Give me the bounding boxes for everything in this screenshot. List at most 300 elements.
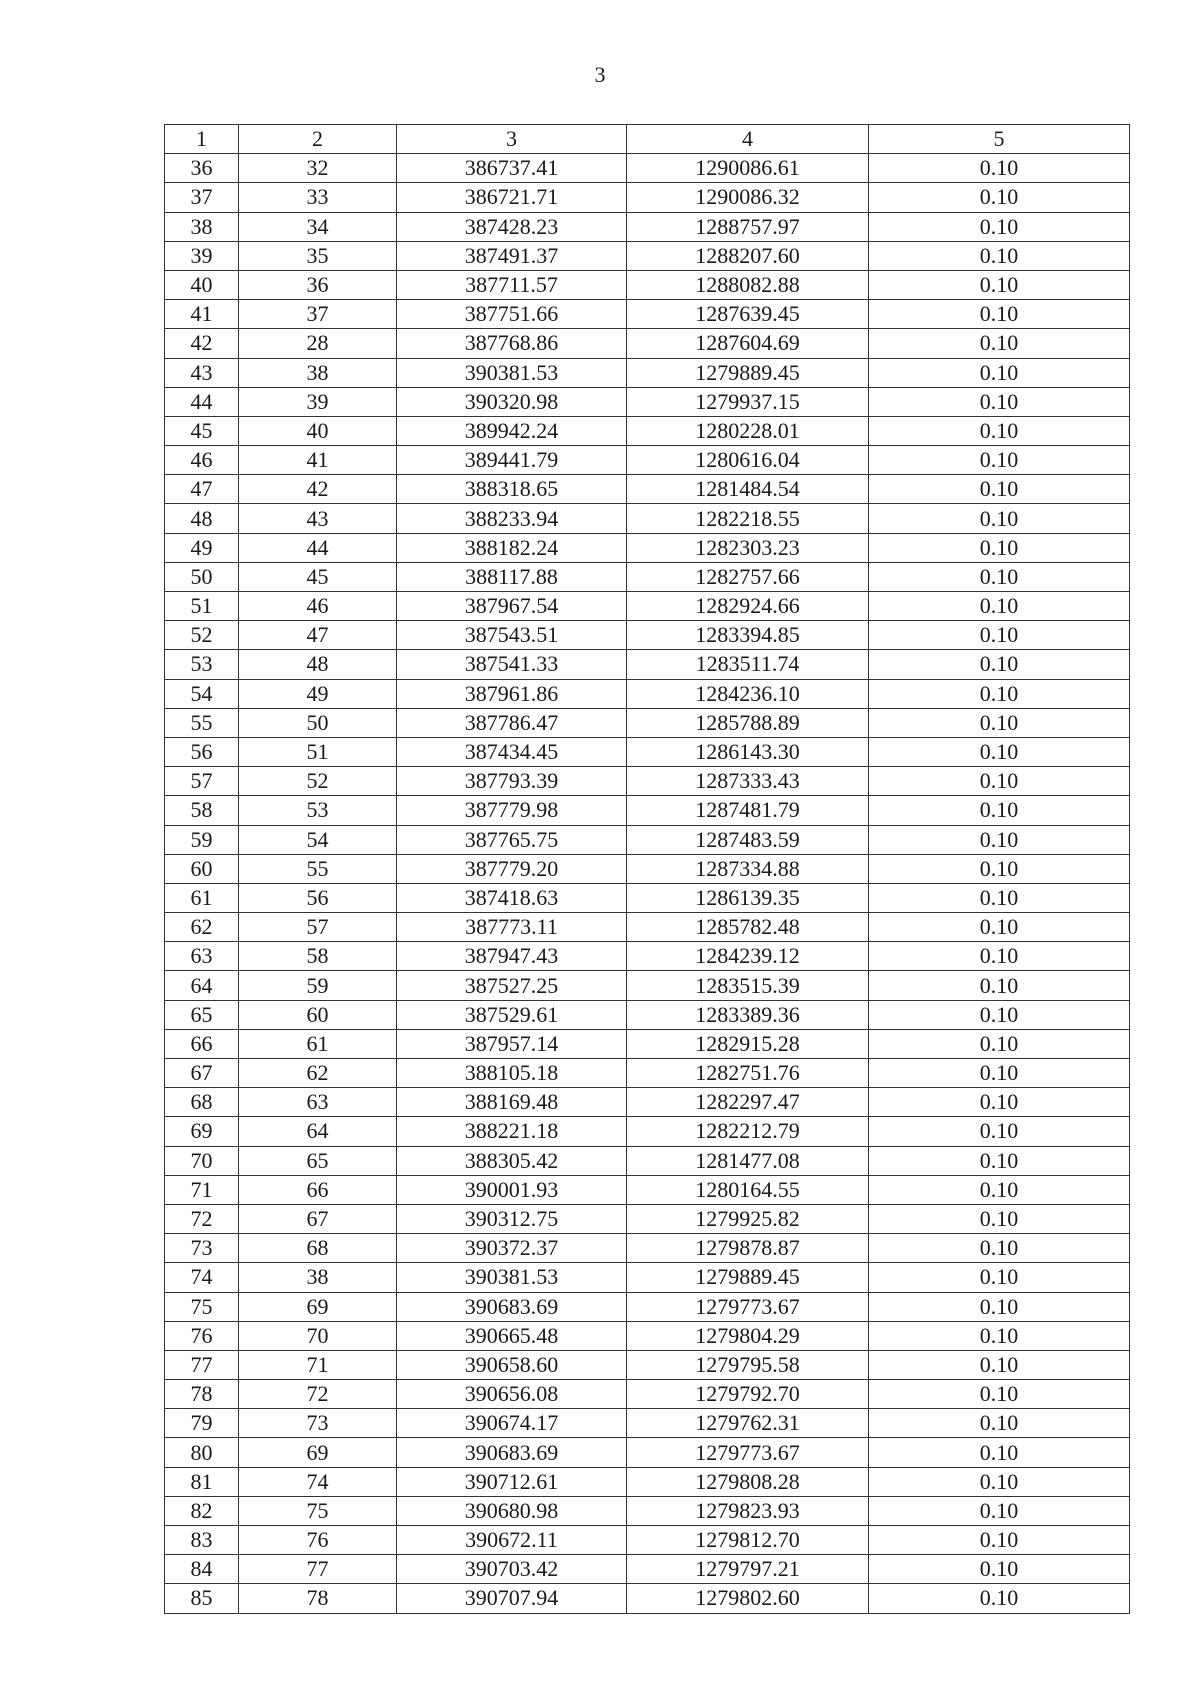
row-number-cell: 47	[165, 475, 239, 504]
table-row	[165, 212, 1130, 241]
x-coordinate-cell: 388233.94	[397, 504, 627, 533]
row-number-cell: 42	[165, 329, 239, 358]
x-coordinate-cell: 387773.11	[397, 913, 627, 942]
y-coordinate-cell: 1288757.97	[627, 212, 869, 241]
row-number-cell: 82	[165, 1496, 239, 1525]
y-coordinate-cell: 1287481.79	[627, 796, 869, 825]
table-row	[165, 1584, 1130, 1613]
row-number-cell: 85	[165, 1584, 239, 1613]
y-coordinate-cell: 1281484.54	[627, 475, 869, 504]
x-coordinate-cell: 388305.42	[397, 1146, 627, 1175]
y-coordinate-cell: 1282218.55	[627, 504, 869, 533]
point-number-cell: 67	[239, 1204, 397, 1233]
value-cell: 0.10	[869, 416, 1130, 445]
row-number-cell: 68	[165, 1088, 239, 1117]
table-row	[165, 737, 1130, 766]
value-cell: 0.10	[869, 913, 1130, 942]
table-row	[165, 650, 1130, 679]
x-coordinate-cell: 387543.51	[397, 621, 627, 650]
y-coordinate-cell: 1279937.15	[627, 387, 869, 416]
point-number-cell: 63	[239, 1088, 397, 1117]
x-coordinate-cell: 390372.37	[397, 1234, 627, 1263]
row-number-cell: 80	[165, 1438, 239, 1467]
x-coordinate-cell: 387434.45	[397, 737, 627, 766]
y-coordinate-cell: 1282303.23	[627, 533, 869, 562]
x-coordinate-cell: 388117.88	[397, 562, 627, 591]
x-coordinate-cell: 389942.24	[397, 416, 627, 445]
row-number-cell: 44	[165, 387, 239, 416]
x-coordinate-cell: 387947.43	[397, 942, 627, 971]
value-cell: 0.10	[869, 1409, 1130, 1438]
value-cell: 0.10	[869, 212, 1130, 241]
value-cell: 0.10	[869, 1292, 1130, 1321]
row-number-cell: 71	[165, 1175, 239, 1204]
table-row	[165, 1467, 1130, 1496]
value-cell: 0.10	[869, 737, 1130, 766]
value-cell: 0.10	[869, 533, 1130, 562]
value-cell: 0.10	[869, 1467, 1130, 1496]
table-row	[165, 1292, 1130, 1321]
y-coordinate-cell: 1279792.70	[627, 1380, 869, 1409]
y-coordinate-cell: 1279889.45	[627, 1263, 869, 1292]
point-number-cell: 53	[239, 796, 397, 825]
value-cell: 0.10	[869, 154, 1130, 183]
point-number-cell: 46	[239, 592, 397, 621]
x-coordinate-cell: 387751.66	[397, 300, 627, 329]
y-coordinate-cell: 1282924.66	[627, 592, 869, 621]
row-number-cell: 75	[165, 1292, 239, 1321]
row-number-cell: 81	[165, 1467, 239, 1496]
point-number-cell: 66	[239, 1175, 397, 1204]
row-number-cell: 73	[165, 1234, 239, 1263]
y-coordinate-cell: 1284239.12	[627, 942, 869, 971]
x-coordinate-cell: 390665.48	[397, 1321, 627, 1350]
value-cell: 0.10	[869, 1088, 1130, 1117]
x-coordinate-cell: 388221.18	[397, 1117, 627, 1146]
x-coordinate-cell: 386737.41	[397, 154, 627, 183]
x-coordinate-cell: 390001.93	[397, 1175, 627, 1204]
table-body	[165, 154, 1130, 1613]
y-coordinate-cell: 1284236.10	[627, 679, 869, 708]
y-coordinate-cell: 1285782.48	[627, 913, 869, 942]
point-number-cell: 68	[239, 1234, 397, 1263]
row-number-cell: 53	[165, 650, 239, 679]
row-number-cell: 54	[165, 679, 239, 708]
table-row	[165, 533, 1130, 562]
y-coordinate-cell: 1283511.74	[627, 650, 869, 679]
y-coordinate-cell: 1287333.43	[627, 767, 869, 796]
table-row	[165, 621, 1130, 650]
point-number-cell: 48	[239, 650, 397, 679]
x-coordinate-cell: 387765.75	[397, 825, 627, 854]
y-coordinate-cell: 1279773.67	[627, 1438, 869, 1467]
table-row	[165, 1380, 1130, 1409]
row-number-cell: 45	[165, 416, 239, 445]
column-header: 5	[869, 125, 1130, 154]
table-row	[165, 387, 1130, 416]
y-coordinate-cell: 1283394.85	[627, 621, 869, 650]
value-cell: 0.10	[869, 300, 1130, 329]
value-cell: 0.10	[869, 183, 1130, 212]
x-coordinate-cell: 387529.61	[397, 1000, 627, 1029]
value-cell: 0.10	[869, 504, 1130, 533]
point-number-cell: 38	[239, 1263, 397, 1292]
table-row	[165, 825, 1130, 854]
header-row	[165, 125, 1130, 154]
y-coordinate-cell: 1283389.36	[627, 1000, 869, 1029]
row-number-cell: 72	[165, 1204, 239, 1233]
value-cell: 0.10	[869, 329, 1130, 358]
table-row	[165, 1350, 1130, 1379]
point-number-cell: 62	[239, 1059, 397, 1088]
y-coordinate-cell: 1287639.45	[627, 300, 869, 329]
x-coordinate-cell: 390683.69	[397, 1438, 627, 1467]
row-number-cell: 55	[165, 708, 239, 737]
value-cell: 0.10	[869, 825, 1130, 854]
table-row	[165, 1000, 1130, 1029]
value-cell: 0.10	[869, 883, 1130, 912]
row-number-cell: 64	[165, 971, 239, 1000]
y-coordinate-cell: 1279795.58	[627, 1350, 869, 1379]
point-number-cell: 55	[239, 854, 397, 883]
table-row	[165, 1555, 1130, 1584]
table-row	[165, 1496, 1130, 1525]
point-number-cell: 52	[239, 767, 397, 796]
x-coordinate-cell: 390658.60	[397, 1350, 627, 1379]
row-number-cell: 63	[165, 942, 239, 971]
point-number-cell: 64	[239, 1117, 397, 1146]
point-number-cell: 57	[239, 913, 397, 942]
x-coordinate-cell: 387793.39	[397, 767, 627, 796]
table-row	[165, 1204, 1130, 1233]
point-number-cell: 41	[239, 446, 397, 475]
row-number-cell: 78	[165, 1380, 239, 1409]
x-coordinate-cell: 390683.69	[397, 1292, 627, 1321]
y-coordinate-cell: 1282751.76	[627, 1059, 869, 1088]
point-number-cell: 34	[239, 212, 397, 241]
y-coordinate-cell: 1279823.93	[627, 1496, 869, 1525]
y-coordinate-cell: 1288207.60	[627, 241, 869, 270]
y-coordinate-cell: 1285788.89	[627, 708, 869, 737]
x-coordinate-cell: 387418.63	[397, 883, 627, 912]
x-coordinate-cell: 387428.23	[397, 212, 627, 241]
point-number-cell: 39	[239, 387, 397, 416]
table-row	[165, 1059, 1130, 1088]
table-row	[165, 1175, 1130, 1204]
point-number-cell: 61	[239, 1029, 397, 1058]
row-number-cell: 48	[165, 504, 239, 533]
value-cell: 0.10	[869, 679, 1130, 708]
value-cell: 0.10	[869, 446, 1130, 475]
row-number-cell: 62	[165, 913, 239, 942]
table-row	[165, 562, 1130, 591]
point-number-cell: 54	[239, 825, 397, 854]
row-number-cell: 77	[165, 1350, 239, 1379]
table-row	[165, 942, 1130, 971]
y-coordinate-cell: 1279889.45	[627, 358, 869, 387]
table-row	[165, 358, 1130, 387]
point-number-cell: 72	[239, 1380, 397, 1409]
point-number-cell: 76	[239, 1526, 397, 1555]
x-coordinate-cell: 390656.08	[397, 1380, 627, 1409]
x-coordinate-cell: 387527.25	[397, 971, 627, 1000]
y-coordinate-cell: 1290086.61	[627, 154, 869, 183]
row-number-cell: 43	[165, 358, 239, 387]
row-number-cell: 51	[165, 592, 239, 621]
x-coordinate-cell: 390672.11	[397, 1526, 627, 1555]
x-coordinate-cell: 390712.61	[397, 1467, 627, 1496]
value-cell: 0.10	[869, 650, 1130, 679]
table-row	[165, 154, 1130, 183]
point-number-cell: 47	[239, 621, 397, 650]
point-number-cell: 69	[239, 1438, 397, 1467]
value-cell: 0.10	[869, 1584, 1130, 1613]
x-coordinate-cell: 390707.94	[397, 1584, 627, 1613]
x-coordinate-cell: 387779.98	[397, 796, 627, 825]
x-coordinate-cell: 390312.75	[397, 1204, 627, 1233]
value-cell: 0.10	[869, 1321, 1130, 1350]
value-cell: 0.10	[869, 1234, 1130, 1263]
x-coordinate-cell: 387711.57	[397, 270, 627, 299]
value-cell: 0.10	[869, 1059, 1130, 1088]
table-row	[165, 971, 1130, 1000]
row-number-cell: 37	[165, 183, 239, 212]
row-number-cell: 66	[165, 1029, 239, 1058]
y-coordinate-cell: 1282915.28	[627, 1029, 869, 1058]
value-cell: 0.10	[869, 1117, 1130, 1146]
row-number-cell: 76	[165, 1321, 239, 1350]
value-cell: 0.10	[869, 1526, 1130, 1555]
table-row	[165, 796, 1130, 825]
y-coordinate-cell: 1279797.21	[627, 1555, 869, 1584]
y-coordinate-cell: 1279762.31	[627, 1409, 869, 1438]
value-cell: 0.10	[869, 562, 1130, 591]
row-number-cell: 57	[165, 767, 239, 796]
table-row	[165, 1526, 1130, 1555]
table-row	[165, 270, 1130, 299]
table-row	[165, 1029, 1130, 1058]
value-cell: 0.10	[869, 1438, 1130, 1467]
x-coordinate-cell: 386721.71	[397, 183, 627, 212]
x-coordinate-cell: 390680.98	[397, 1496, 627, 1525]
point-number-cell: 43	[239, 504, 397, 533]
y-coordinate-cell: 1280616.04	[627, 446, 869, 475]
point-number-cell: 59	[239, 971, 397, 1000]
x-coordinate-cell: 390320.98	[397, 387, 627, 416]
row-number-cell: 36	[165, 154, 239, 183]
value-cell: 0.10	[869, 767, 1130, 796]
point-number-cell: 32	[239, 154, 397, 183]
table-row	[165, 1146, 1130, 1175]
table-row	[165, 1321, 1130, 1350]
point-number-cell: 36	[239, 270, 397, 299]
y-coordinate-cell: 1282757.66	[627, 562, 869, 591]
y-coordinate-cell: 1290086.32	[627, 183, 869, 212]
value-cell: 0.10	[869, 796, 1130, 825]
y-coordinate-cell: 1286139.35	[627, 883, 869, 912]
row-number-cell: 70	[165, 1146, 239, 1175]
table-row	[165, 679, 1130, 708]
y-coordinate-cell: 1279802.60	[627, 1584, 869, 1613]
table-row	[165, 1438, 1130, 1467]
table-row	[165, 913, 1130, 942]
point-number-cell: 73	[239, 1409, 397, 1438]
value-cell: 0.10	[869, 475, 1130, 504]
x-coordinate-cell: 387786.47	[397, 708, 627, 737]
table-row	[165, 592, 1130, 621]
value-cell: 0.10	[869, 708, 1130, 737]
point-number-cell: 38	[239, 358, 397, 387]
table-row	[165, 767, 1130, 796]
point-number-cell: 51	[239, 737, 397, 766]
x-coordinate-cell: 388318.65	[397, 475, 627, 504]
y-coordinate-cell: 1287483.59	[627, 825, 869, 854]
row-number-cell: 65	[165, 1000, 239, 1029]
row-number-cell: 38	[165, 212, 239, 241]
y-coordinate-cell: 1279925.82	[627, 1204, 869, 1233]
point-number-cell: 78	[239, 1584, 397, 1613]
table-row	[165, 329, 1130, 358]
table-row	[165, 1409, 1130, 1438]
table-row	[165, 1234, 1130, 1263]
x-coordinate-cell: 387541.33	[397, 650, 627, 679]
y-coordinate-cell: 1283515.39	[627, 971, 869, 1000]
x-coordinate-cell: 387768.86	[397, 329, 627, 358]
y-coordinate-cell: 1279878.87	[627, 1234, 869, 1263]
row-number-cell: 84	[165, 1555, 239, 1584]
column-header: 4	[627, 125, 869, 154]
value-cell: 0.10	[869, 1263, 1130, 1292]
y-coordinate-cell: 1279812.70	[627, 1526, 869, 1555]
value-cell: 0.10	[869, 1204, 1130, 1233]
point-number-cell: 49	[239, 679, 397, 708]
row-number-cell: 41	[165, 300, 239, 329]
row-number-cell: 40	[165, 270, 239, 299]
row-number-cell: 69	[165, 1117, 239, 1146]
row-number-cell: 46	[165, 446, 239, 475]
table-row	[165, 1263, 1130, 1292]
row-number-cell: 56	[165, 737, 239, 766]
row-number-cell: 59	[165, 825, 239, 854]
x-coordinate-cell: 388105.18	[397, 1059, 627, 1088]
point-number-cell: 40	[239, 416, 397, 445]
value-cell: 0.10	[869, 387, 1130, 416]
value-cell: 0.10	[869, 270, 1130, 299]
value-cell: 0.10	[869, 1380, 1130, 1409]
y-coordinate-cell: 1279804.29	[627, 1321, 869, 1350]
row-number-cell: 60	[165, 854, 239, 883]
row-number-cell: 58	[165, 796, 239, 825]
table-row	[165, 300, 1130, 329]
y-coordinate-cell: 1279808.28	[627, 1467, 869, 1496]
point-number-cell: 65	[239, 1146, 397, 1175]
value-cell: 0.10	[869, 241, 1130, 270]
point-number-cell: 56	[239, 883, 397, 912]
point-number-cell: 45	[239, 562, 397, 591]
table-row	[165, 708, 1130, 737]
point-number-cell: 75	[239, 1496, 397, 1525]
point-number-cell: 44	[239, 533, 397, 562]
x-coordinate-cell: 390674.17	[397, 1409, 627, 1438]
y-coordinate-cell: 1282297.47	[627, 1088, 869, 1117]
point-number-cell: 50	[239, 708, 397, 737]
table-row	[165, 416, 1130, 445]
x-coordinate-cell: 390381.53	[397, 358, 627, 387]
x-coordinate-cell: 390703.42	[397, 1555, 627, 1584]
point-number-cell: 37	[239, 300, 397, 329]
value-cell: 0.10	[869, 621, 1130, 650]
point-number-cell: 60	[239, 1000, 397, 1029]
coordinates-table	[164, 124, 1130, 1614]
value-cell: 0.10	[869, 942, 1130, 971]
table-header	[165, 125, 1130, 154]
value-cell: 0.10	[869, 971, 1130, 1000]
x-coordinate-cell: 387961.86	[397, 679, 627, 708]
row-number-cell: 50	[165, 562, 239, 591]
row-number-cell: 79	[165, 1409, 239, 1438]
value-cell: 0.10	[869, 358, 1130, 387]
y-coordinate-cell: 1287604.69	[627, 329, 869, 358]
column-header: 2	[239, 125, 397, 154]
x-coordinate-cell: 387967.54	[397, 592, 627, 621]
y-coordinate-cell: 1280228.01	[627, 416, 869, 445]
row-number-cell: 39	[165, 241, 239, 270]
point-number-cell: 70	[239, 1321, 397, 1350]
table-row	[165, 241, 1130, 270]
point-number-cell: 71	[239, 1350, 397, 1379]
y-coordinate-cell: 1286143.30	[627, 737, 869, 766]
point-number-cell: 33	[239, 183, 397, 212]
row-number-cell: 67	[165, 1059, 239, 1088]
y-coordinate-cell: 1281477.08	[627, 1146, 869, 1175]
y-coordinate-cell: 1288082.88	[627, 270, 869, 299]
point-number-cell: 74	[239, 1467, 397, 1496]
value-cell: 0.10	[869, 1146, 1130, 1175]
table-row	[165, 475, 1130, 504]
point-number-cell: 77	[239, 1555, 397, 1584]
value-cell: 0.10	[869, 1496, 1130, 1525]
y-coordinate-cell: 1282212.79	[627, 1117, 869, 1146]
value-cell: 0.10	[869, 1029, 1130, 1058]
point-number-cell: 69	[239, 1292, 397, 1321]
table-row	[165, 854, 1130, 883]
row-number-cell: 83	[165, 1526, 239, 1555]
table-row	[165, 504, 1130, 533]
table-row	[165, 1088, 1130, 1117]
x-coordinate-cell: 390381.53	[397, 1263, 627, 1292]
point-number-cell: 42	[239, 475, 397, 504]
point-number-cell: 28	[239, 329, 397, 358]
y-coordinate-cell: 1280164.55	[627, 1175, 869, 1204]
y-coordinate-cell: 1279773.67	[627, 1292, 869, 1321]
value-cell: 0.10	[869, 1555, 1130, 1584]
column-header: 3	[397, 125, 627, 154]
x-coordinate-cell: 387779.20	[397, 854, 627, 883]
point-number-cell: 35	[239, 241, 397, 270]
column-header: 1	[165, 125, 239, 154]
value-cell: 0.10	[869, 854, 1130, 883]
value-cell: 0.10	[869, 1175, 1130, 1204]
y-coordinate-cell: 1287334.88	[627, 854, 869, 883]
row-number-cell: 61	[165, 883, 239, 912]
table-row	[165, 183, 1130, 212]
value-cell: 0.10	[869, 1350, 1130, 1379]
x-coordinate-cell: 387491.37	[397, 241, 627, 270]
x-coordinate-cell: 389441.79	[397, 446, 627, 475]
value-cell: 0.10	[869, 592, 1130, 621]
page-number: 3	[594, 62, 606, 87]
x-coordinate-cell: 388169.48	[397, 1088, 627, 1117]
